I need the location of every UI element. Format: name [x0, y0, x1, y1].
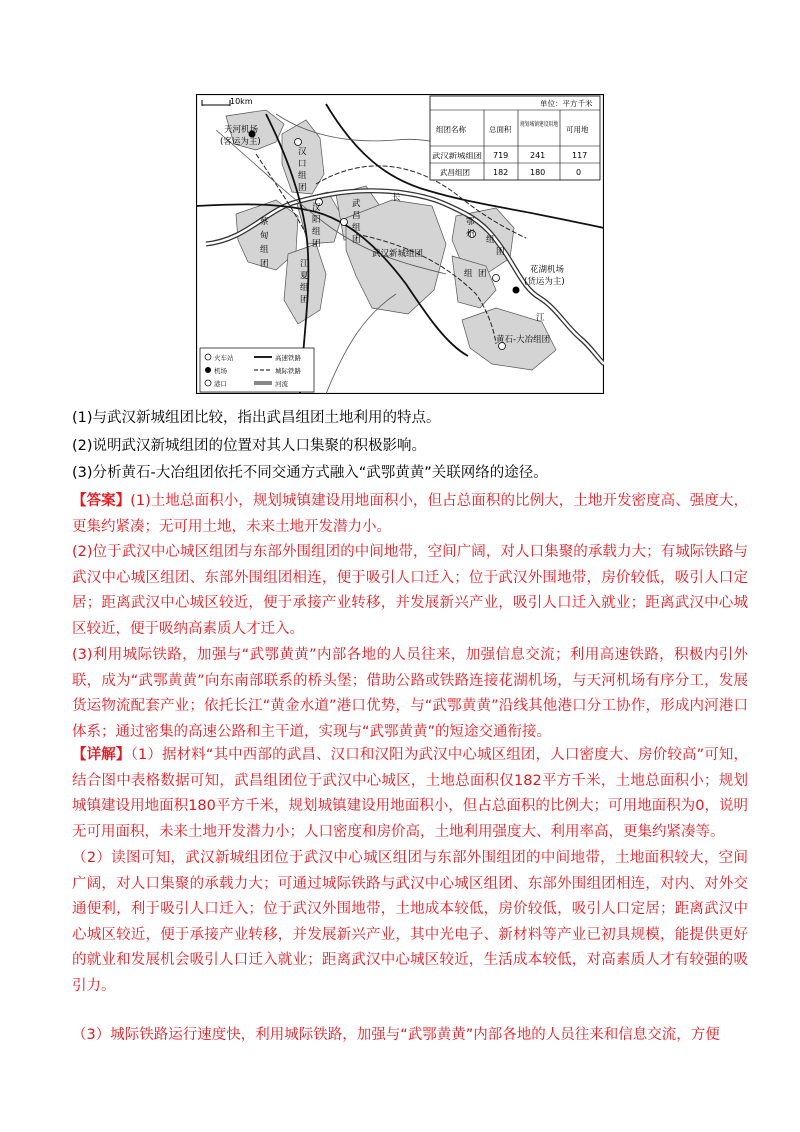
label-wuchang-2: 昌 — [352, 211, 361, 221]
airport-icon — [205, 367, 211, 373]
label-huahu: 花湖机场 — [530, 265, 565, 275]
table-cell-r1c2: 719 — [493, 151, 509, 160]
label-wuchang-3: 组 — [352, 223, 361, 233]
table-header-total: 总面积 — [489, 125, 512, 134]
label-tianhe-note: (客运为主) — [220, 137, 261, 147]
table-cell-r1c4: 117 — [572, 151, 588, 160]
label-hankou-3: 组 — [298, 171, 307, 181]
answer-text-1: (1)土地总面积小，规划城镇建设用地面积小，但占总面积的比例大，土地开发密度高、强度大，更集约紧凑；无可用土地，未来土地开发潜力小。 — [72, 493, 748, 535]
label-hankou-1: 汉 — [298, 147, 307, 157]
label-ezhou-3: 组 — [464, 269, 473, 279]
table-header-plan: 规划城镇建设用地 — [520, 121, 569, 128]
question-3: (3)分析黄石-大冶组团依托不同交通方式融入“武鄂黄黄”关联网络的途径。 — [72, 465, 548, 481]
label-wuchang-4: 团 — [352, 235, 361, 245]
table-cell-r2c2: 182 — [493, 168, 509, 177]
detail-paragraph-1 — [72, 743, 748, 845]
label-caidian-4: 团 — [260, 259, 269, 269]
label-caidian-1: 蔡 — [260, 217, 269, 227]
answer-tag: 【答案】 — [72, 493, 131, 509]
detail-tag: 【详解】 — [72, 747, 131, 763]
table-cell-r1c1: 武汉新城组团 — [432, 152, 474, 160]
legend-intercity: 城际铁路 — [275, 367, 301, 375]
scale-label: 10km — [230, 97, 253, 106]
label-tianhe: 天河机场 — [224, 125, 259, 135]
label-ezhou-2: 州 — [466, 229, 475, 239]
legend-station: 火车站 — [214, 354, 234, 362]
table-cell-r1c3: 241 — [530, 151, 546, 160]
answer-paragraph-1 — [72, 489, 748, 540]
label-caidian-2: 甸 — [260, 231, 269, 241]
label-hanyang-1: 汉 — [312, 203, 321, 213]
label-wuchang-1: 武 — [352, 199, 361, 209]
label-ezhou-1: 鄂 — [466, 217, 475, 227]
label-hanyang-3: 组 — [312, 227, 321, 237]
label-hankou-2: 口 — [298, 159, 307, 169]
detail-paragraph-2: （2）读图可知，武汉新城组团位于武汉中心城区组团与东部外围组团的中间地带，土地面积较大，空间广阔，对人口集聚的承载力大；可通过城际铁路与武汉中心城区组团、东部外围组团相连，对内、对外交通便利，利于吸引人口迁入；位于武汉外围地带，土地成本较低，房价较低，吸引人口定居；距离武汉中心城区较近，便于承接产业转移，并发展新兴产业，其中光电子、新材料等产业已初具规模，能提供更好的就业和发展机会吸引人口迁入就业；距离武汉中心城区较近，生活成本较低，对高素质人才有较强的吸引力。 — [72, 850, 748, 994]
table-cell-r2c1: 武昌组团 — [440, 168, 470, 177]
label-river-1: 长 — [392, 193, 401, 203]
wuhan-region-map — [196, 94, 604, 394]
legend-hsr: 高速铁路 — [275, 354, 301, 362]
label-hubei-1: 组 — [486, 235, 495, 245]
table-unit: 单位：平方千米 — [540, 99, 593, 108]
train-station-icon — [205, 354, 211, 360]
label-caidian-3: 组 — [260, 245, 269, 255]
answer-paragraph-2: (2)位于武汉中心城区组团与东部外围组团的中间地带，空间广阔，对人口集聚的承载力大；有城际铁路与武汉中心城区组团、东部外围组团相连，便于吸引人口迁入；位于武汉外围地带，房价较低，吸引人口定居；距离武汉中心城区较近，便于承接产业转移，并发展新兴产业，吸引人口迁入就业；距离武汉中心城区较近，便于吸纳高素质人才迁入。 — [72, 544, 748, 637]
label-jiangxia-3: 组 — [300, 283, 309, 293]
label-huahu-note: (货运为主) — [524, 277, 565, 287]
label-hanyang-4: 团 — [312, 239, 321, 249]
label-hanyang-2: 阳 — [312, 215, 321, 225]
label-ezhou-4: 团 — [478, 269, 487, 279]
legend-river: 河流 — [275, 380, 288, 388]
label-hankou-4: 团 — [298, 183, 307, 193]
legend-airport: 机场 — [214, 367, 227, 375]
question-1: (1)与武汉新城组团比较，指出武昌组团土地利用的特点。 — [72, 410, 441, 426]
table-header-avail: 可用地 — [566, 125, 589, 134]
map-legend — [200, 348, 314, 392]
port-icon — [205, 380, 211, 386]
label-jiangxia-1: 江 — [300, 259, 309, 269]
label-jiangxia-4: 团 — [300, 295, 309, 305]
river-legend-icon — [254, 381, 272, 385]
label-hubei-2: 团 — [496, 247, 505, 257]
label-river-2: 江 — [536, 313, 545, 323]
label-xincheng: 武汉新城组团 — [372, 249, 424, 259]
table-cell-r2c3: 180 — [530, 168, 546, 177]
question-2: (2)说明武汉新城组团的位置对其人口集聚的积极影响。 — [72, 438, 427, 454]
detail-text-1: （1）据材料“其中西部的武昌、汉口和汉阳为武汉中心城区组团，人口密度大、房价较高”可知，结合图中表格数据可知，武昌组团位于武汉中心城区，土地总面积仅182平方千米，土地总面积小；规划城镇建设用地面积180平方千米，规划城镇建设用地面积小，但占总面积的比例大；可用地面积为0，说明无可用面积，未来土地开发潜力小；人口密度和房价高，土地利用强度大、利用率高，更集约紧凑等。 — [72, 747, 749, 840]
legend-port: 港口 — [214, 380, 227, 388]
label-jiangxia-2: 夏 — [300, 271, 309, 281]
answer-paragraph-3: (3)利用城际铁路，加强与“武鄂黄黄”内部各地的人员往来，加强信息交流；利用高速铁路，积极内引外联，成为“武鄂黄黄”向东南部联系的桥头堡；借助公路或铁路连接花湖机场，与天河机场有序分工，发展货运物流配套产业；依托长江“黄金水道”港口优势，与“武鄂黄黄”沿线其他港口分工协作，形成内河港口体系；通过密集的高速公路和主干道，实现与“武鄂黄黄”的短途交通衔接。 — [72, 647, 748, 740]
table-header-name: 组团名称 — [436, 125, 466, 134]
table-cell-r2c4: 0 — [576, 168, 582, 177]
area-table — [430, 96, 600, 180]
detail-paragraph-3: （3）城际铁路运行速度快，利用城际铁路，加强与“武鄂黄黄”内部各地的人员往来和信息交流，方便 — [72, 1027, 720, 1043]
label-huangshi: 黄石-大冶组团 — [496, 335, 551, 345]
